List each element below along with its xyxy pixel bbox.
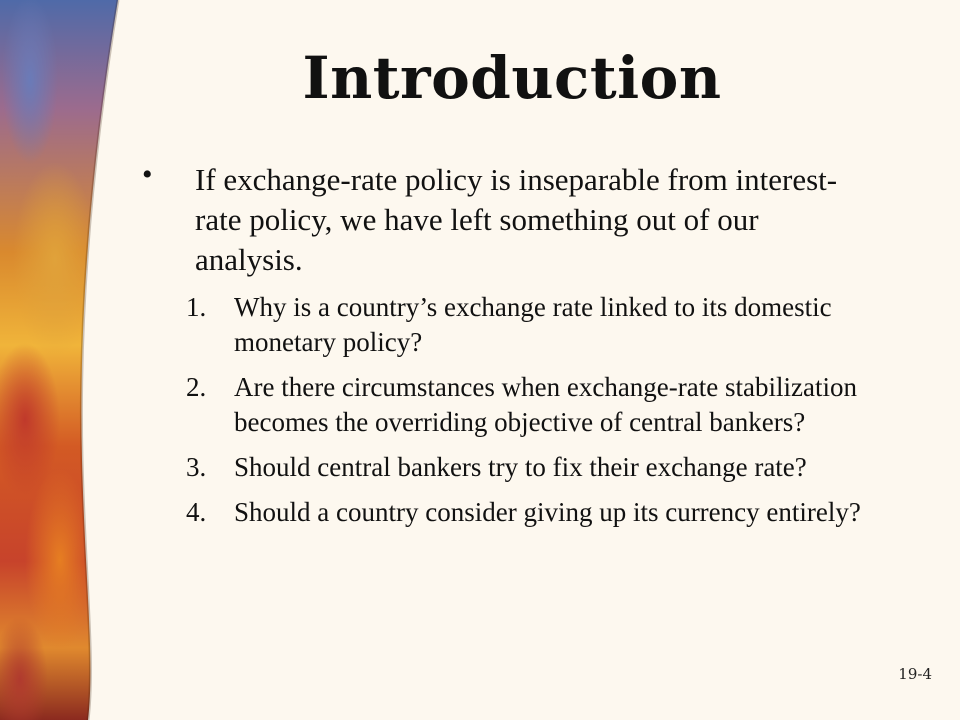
main-bullet-text: If exchange-rate policy is inseparable from interest-rate policy, we have left something out of our analysis. bbox=[195, 162, 838, 277]
list-item bbox=[186, 495, 876, 530]
slide-title: Introduction bbox=[302, 44, 722, 112]
list-item-number: 4. bbox=[186, 497, 207, 527]
list-item bbox=[186, 370, 876, 440]
list-item-text: Should a country consider giving up its currency entirely? bbox=[234, 497, 861, 527]
list-item-text: Are there circumstances when exchange-rate stabilization becomes the overriding objective of central bankers? bbox=[234, 372, 857, 437]
list-item-text: Should central bankers try to fix their exchange rate? bbox=[234, 452, 807, 482]
list-item bbox=[186, 290, 876, 360]
list-item-number: 2. bbox=[186, 372, 207, 402]
bullet-marker: • bbox=[142, 158, 153, 191]
list-item-number: 1. bbox=[186, 292, 207, 322]
page-number: 19-4 bbox=[898, 665, 932, 683]
list-item-number: 3. bbox=[186, 452, 207, 482]
question-list bbox=[186, 290, 876, 540]
list-item-text: Why is a country’s exchange rate linked to its domestic monetary policy? bbox=[234, 292, 832, 357]
list-item bbox=[186, 450, 876, 485]
